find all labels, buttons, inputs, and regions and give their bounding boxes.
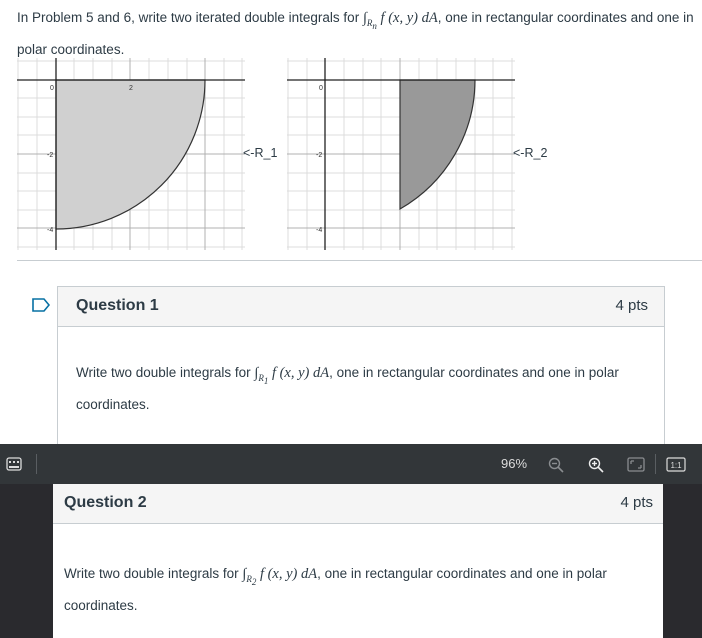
intro-text: In Problem 5 and 6, write two iterated double integrals for bbox=[17, 10, 363, 25]
tick-label: 0 bbox=[319, 85, 323, 92]
region-label-r1: <-R_1 bbox=[243, 146, 278, 160]
svg-text:1:1: 1:1 bbox=[670, 461, 682, 470]
graph-r1 bbox=[17, 58, 245, 250]
zoom-level: 96% bbox=[501, 456, 528, 471]
tick-label: -2 bbox=[47, 152, 54, 159]
graph-r2 bbox=[287, 58, 515, 250]
question-1-text: Write two double integrals for $\int_{R_1}$ f (x, y) dA, one in rectangular coordinates and one in polar coordinates. bbox=[76, 365, 619, 412]
integral-expression: $\int_{R_n}$ f (x, y) dA bbox=[362, 10, 438, 31]
question-2-title: Question 2 bbox=[64, 494, 147, 511]
toolbar-separator bbox=[36, 454, 37, 474]
problem-intro bbox=[17, 6, 697, 62]
actual-size-icon[interactable] bbox=[666, 457, 686, 472]
tick-label: -4 bbox=[316, 227, 323, 234]
integral-expression: $\int_{R_2}$ f (x, y) dA bbox=[242, 566, 318, 587]
question-1-title: Question 1 bbox=[76, 297, 159, 314]
region-r1 bbox=[56, 80, 205, 229]
region-label-r2: <-R_2 bbox=[513, 146, 548, 160]
zoom-out-icon[interactable] bbox=[548, 457, 564, 473]
question-2-text: Write two double integrals for $\int_{R_2}$ f (x, y) dA, one in rectangular coordinates and one in polar coordinates. bbox=[64, 566, 607, 613]
question-1-header bbox=[58, 287, 664, 327]
tick-label: 0 bbox=[50, 85, 54, 92]
fit-page-icon[interactable] bbox=[627, 457, 645, 472]
tick-label: 2 bbox=[129, 85, 133, 92]
question-2-card bbox=[53, 484, 663, 638]
question-2-points: 4 pts bbox=[620, 494, 653, 511]
zoom-in-icon[interactable] bbox=[588, 457, 604, 473]
flag-question-icon[interactable] bbox=[32, 298, 50, 312]
tick-label: -2 bbox=[316, 152, 323, 159]
question-1-points: 4 pts bbox=[615, 297, 648, 314]
integral-expression: $\int_{R_1}$ f (x, y) dA bbox=[254, 365, 330, 386]
toolbar-separator bbox=[655, 454, 656, 474]
keyboard-icon[interactable] bbox=[6, 457, 22, 471]
intro-text-end: , one in rectangular coordinates and one in polar coordinates. bbox=[17, 10, 694, 57]
tick-label: -4 bbox=[47, 227, 54, 234]
question-2-header bbox=[53, 484, 663, 524]
question-1-card bbox=[57, 286, 665, 448]
divider bbox=[17, 260, 702, 261]
viewer-toolbar bbox=[0, 444, 702, 484]
